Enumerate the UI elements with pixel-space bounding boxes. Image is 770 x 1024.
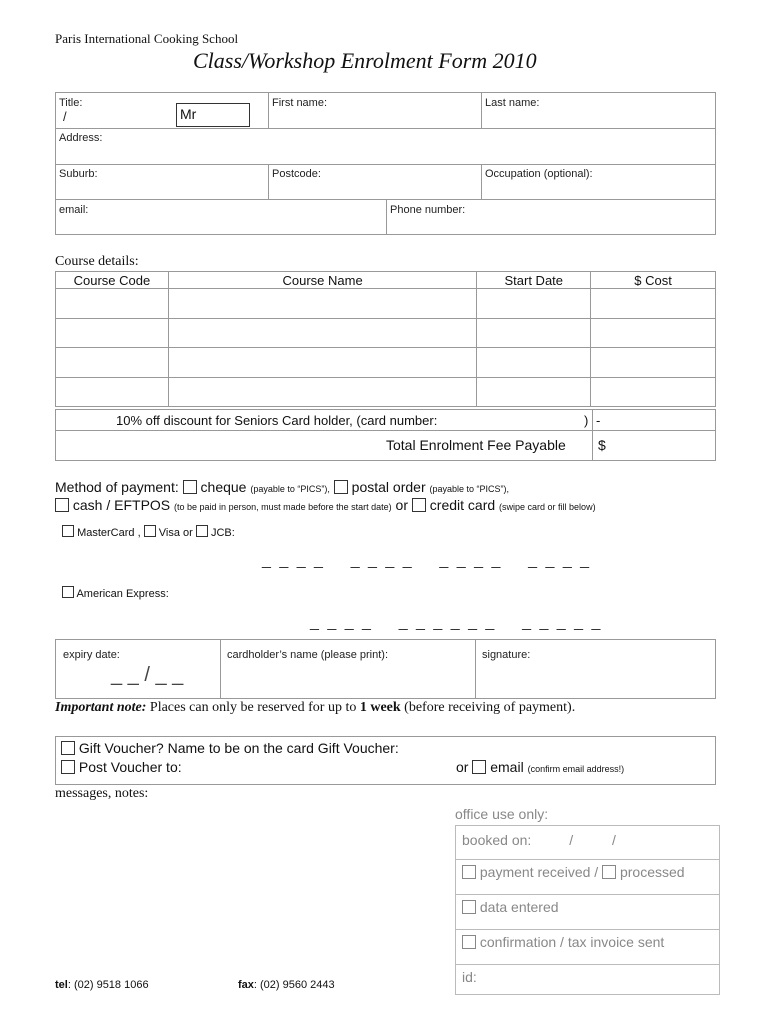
office-id-row xyxy=(455,965,720,995)
table-cell[interactable] xyxy=(477,348,591,378)
table-cell[interactable] xyxy=(56,377,169,407)
course-details-label: Course details: xyxy=(55,254,139,269)
office-payment-row xyxy=(455,860,720,895)
office-data-row xyxy=(455,895,720,930)
card-details-box xyxy=(55,639,716,699)
cheque-note: (payable to “PICS”), xyxy=(250,484,330,494)
booked-on-label: booked on: xyxy=(462,832,532,848)
table-row xyxy=(56,289,716,319)
table-cell[interactable] xyxy=(477,289,591,319)
table-cell[interactable] xyxy=(591,377,716,407)
amex-number-blanks[interactable]: _ _ _ _ _ _ _ _ _ _ _ _ _ _ _ xyxy=(310,614,603,631)
email-voucher-label: email xyxy=(490,759,524,775)
amex-label: American Express: xyxy=(76,588,169,600)
first-name-label: First name: xyxy=(272,97,328,109)
table-cell[interactable] xyxy=(168,348,476,378)
cheque-label: cheque xyxy=(200,479,247,495)
title-label: Title: xyxy=(59,97,83,109)
discount-close: ) xyxy=(584,413,589,428)
signature-label: signature: xyxy=(482,649,531,661)
table-cell[interactable] xyxy=(591,289,716,319)
table-cell[interactable] xyxy=(56,289,169,319)
jcb-checkbox[interactable] xyxy=(196,525,208,537)
phone-label: Phone number: xyxy=(390,204,466,216)
table-cell[interactable] xyxy=(477,318,591,348)
table-cell[interactable] xyxy=(477,377,591,407)
post-voucher-line xyxy=(61,759,182,775)
cash-eftpos-label: cash / EFTPOS xyxy=(72,497,171,513)
postal-order-label: postal order xyxy=(351,479,426,495)
payment-method-label: Method of payment: xyxy=(55,479,179,495)
office-booked-row xyxy=(455,825,720,860)
card-number-blanks[interactable]: _ _ _ _ _ _ _ _ _ _ _ _ _ _ _ _ xyxy=(262,552,592,569)
table-cell[interactable] xyxy=(56,318,169,348)
address-input[interactable] xyxy=(116,130,712,162)
phone-input[interactable] xyxy=(388,217,713,234)
expiry-input[interactable]: _ _ / _ _ xyxy=(111,664,184,686)
gift-voucher-line xyxy=(61,740,399,756)
credit-card-note: (swipe card or fill below) xyxy=(499,502,596,512)
cardholder-input[interactable] xyxy=(224,664,472,696)
processed-label: processed xyxy=(619,864,685,880)
footer-fax xyxy=(238,979,335,991)
card-types-line xyxy=(62,525,235,539)
credit-card-label: credit card xyxy=(429,497,496,513)
column-header: Course Name xyxy=(168,272,476,289)
cash-eftpos-checkbox[interactable] xyxy=(55,498,69,512)
table-row xyxy=(56,318,716,348)
voucher-or-label: or xyxy=(456,759,469,775)
table-cell[interactable] xyxy=(168,289,476,319)
voucher-box xyxy=(55,736,716,785)
important-note-tail: (before receiving of payment). xyxy=(400,700,576,715)
first-name-input[interactable] xyxy=(269,107,479,127)
email-input[interactable] xyxy=(58,217,384,234)
payment-line-1 xyxy=(55,479,509,495)
suburb-input[interactable] xyxy=(58,181,266,198)
messages-input[interactable] xyxy=(55,805,445,970)
address-label: Address: xyxy=(59,132,103,144)
payment-received-label: payment received / xyxy=(479,864,599,880)
data-entered-checkbox[interactable] xyxy=(462,900,476,914)
table-cell[interactable] xyxy=(591,318,716,348)
expiry-label: expiry date: xyxy=(63,649,120,661)
amex-line xyxy=(62,586,169,600)
footer-tel xyxy=(55,979,149,991)
cardholder-label: cardholder’s name (please print): xyxy=(227,649,389,661)
visa-checkbox[interactable] xyxy=(144,525,156,537)
form-title: Class/Workshop Enrolment Form 2010 xyxy=(193,48,537,73)
tel-value: : (02) 9518 1066 xyxy=(67,979,149,991)
amex-checkbox[interactable] xyxy=(62,586,74,598)
id-label: id: xyxy=(462,969,477,985)
important-note-term: 1 week xyxy=(359,700,401,715)
postcode-input[interactable] xyxy=(270,181,479,198)
messages-label: messages, notes: xyxy=(55,786,149,801)
post-voucher-label: Post Voucher to: xyxy=(78,759,182,775)
processed-checkbox[interactable] xyxy=(602,865,616,879)
total-currency: $ xyxy=(598,437,606,453)
table-row xyxy=(56,348,716,378)
confirmation-label: confirmation / tax invoice sent xyxy=(479,934,665,950)
total-label: Total Enrolment Fee Payable xyxy=(386,437,566,453)
gift-voucher-checkbox[interactable] xyxy=(61,741,75,755)
cheque-checkbox[interactable] xyxy=(183,480,197,494)
payment-line-2 xyxy=(55,497,596,513)
email-label: email: xyxy=(59,204,89,216)
important-note-text: Places can only be reserved for up to xyxy=(146,700,360,715)
mastercard-label: MasterCard , xyxy=(77,527,141,539)
signature-field[interactable] xyxy=(480,664,714,696)
personal-details-grid xyxy=(55,92,716,235)
email-voucher-line xyxy=(456,759,624,775)
important-note-lead: Important note: xyxy=(55,700,147,715)
column-header: $ Cost xyxy=(591,272,716,289)
postcode-label: Postcode: xyxy=(272,168,321,180)
last-name-input[interactable] xyxy=(482,107,714,127)
column-header: Course Code xyxy=(56,272,169,289)
discount-value[interactable]: - xyxy=(596,413,601,428)
occupation-label: Occupation (optional): xyxy=(485,168,593,180)
postal-order-note: (payable to “PICS”), xyxy=(429,484,510,494)
tel-label: tel xyxy=(55,979,68,991)
table-cell[interactable] xyxy=(591,348,716,378)
cash-eftpos-note: (to be paid in person, must made before the start date) xyxy=(174,502,392,512)
column-header: Start Date xyxy=(477,272,591,289)
mastercard-checkbox[interactable] xyxy=(62,525,74,537)
or-label: or xyxy=(395,497,408,513)
occupation-input[interactable] xyxy=(483,181,713,198)
discount-text: 10% off discount for Seniors Card holder, (card number: xyxy=(116,413,438,428)
course-table xyxy=(55,271,716,407)
table-cell[interactable] xyxy=(168,318,476,348)
email-voucher-checkbox[interactable] xyxy=(472,760,486,774)
table-cell[interactable] xyxy=(168,377,476,407)
title-input[interactable]: Mr xyxy=(176,103,250,127)
fax-label: fax xyxy=(238,979,254,991)
fax-value: : (02) 9560 2443 xyxy=(253,979,335,991)
important-note xyxy=(55,700,575,716)
booked-date-slashes[interactable]: / / xyxy=(569,832,616,848)
visa-label: Visa or xyxy=(158,527,193,539)
jcb-label: JCB: xyxy=(210,527,235,539)
table-cell[interactable] xyxy=(56,348,169,378)
last-name-label: Last name: xyxy=(485,97,540,109)
title-slash: / xyxy=(63,109,67,124)
confirmation-checkbox[interactable] xyxy=(462,935,476,949)
school-name: Paris International Cooking School xyxy=(55,31,239,46)
table-row xyxy=(56,377,716,407)
office-title: office use only: xyxy=(455,806,549,822)
payment-received-checkbox[interactable] xyxy=(462,865,476,879)
data-entered-label: data entered xyxy=(479,899,559,915)
totals-box xyxy=(55,409,716,461)
office-confirmation-row xyxy=(455,930,720,965)
email-voucher-note: (confirm email address!) xyxy=(527,764,625,774)
credit-card-checkbox[interactable] xyxy=(412,498,426,512)
postal-order-checkbox[interactable] xyxy=(334,480,348,494)
post-voucher-checkbox[interactable] xyxy=(61,760,75,774)
gift-voucher-label: Gift Voucher? Name to be on the card Gift Voucher: xyxy=(78,740,399,756)
suburb-label: Suburb: xyxy=(59,168,98,180)
